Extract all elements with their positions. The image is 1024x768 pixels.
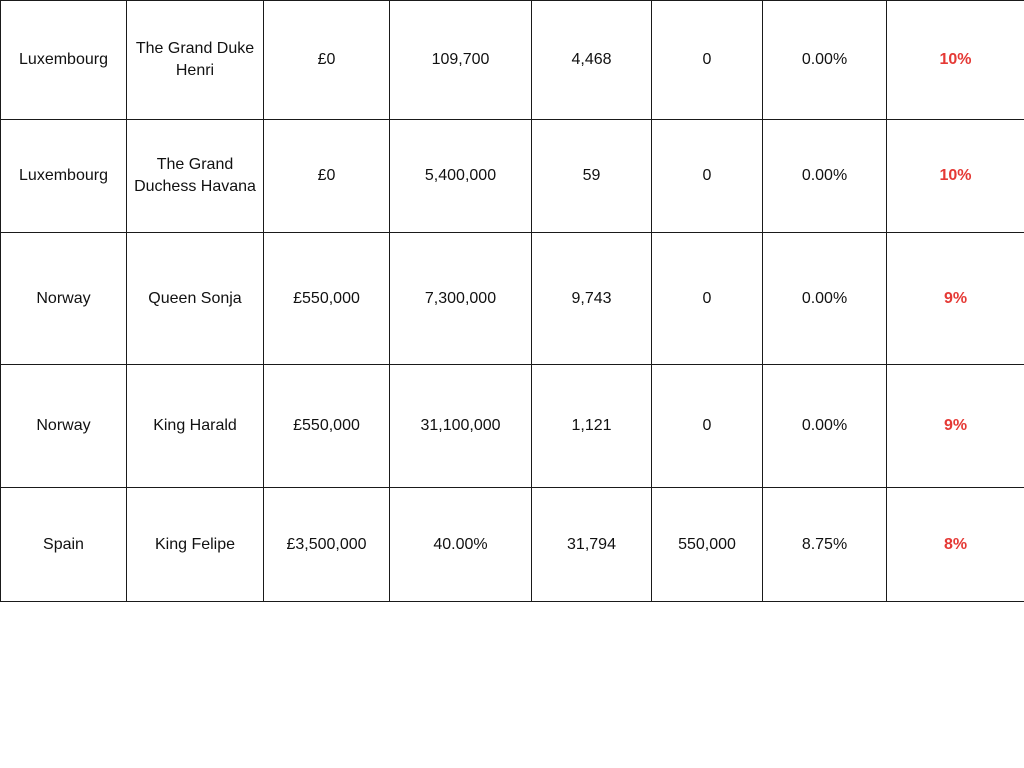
value-cell: 550,000: [652, 488, 763, 602]
highlight-percent-cell: 8%: [887, 488, 1024, 602]
value-cell: 31,794: [532, 488, 652, 602]
value-cell: 0: [652, 120, 763, 233]
highlight-percent-cell: 10%: [887, 120, 1024, 233]
amount-cell: £3,500,000: [264, 488, 390, 602]
name-cell: Queen Sonja: [127, 233, 264, 365]
value-cell: 40.00%: [390, 488, 532, 602]
percent-cell: 0.00%: [763, 1, 887, 120]
amount-cell: £550,000: [264, 365, 390, 488]
table-row: [1, 365, 1024, 488]
table-row: [1, 233, 1024, 365]
highlight-percent-cell: 9%: [887, 233, 1024, 365]
name-cell: King Harald: [127, 365, 264, 488]
value-cell: 0: [652, 233, 763, 365]
country-cell: Luxembourg: [1, 1, 127, 120]
name-cell: King Felipe: [127, 488, 264, 602]
table-row: [1, 488, 1024, 602]
value-cell: 31,100,000: [390, 365, 532, 488]
table-row: [1, 1, 1024, 120]
value-cell: 109,700: [390, 1, 532, 120]
percent-cell: 0.00%: [763, 233, 887, 365]
highlight-percent-cell: 10%: [887, 1, 1024, 120]
amount-cell: £550,000: [264, 233, 390, 365]
amount-cell: £0: [264, 1, 390, 120]
highlight-percent-cell: 9%: [887, 365, 1024, 488]
value-cell: 0: [652, 1, 763, 120]
country-cell: Norway: [1, 233, 127, 365]
value-cell: 1,121: [532, 365, 652, 488]
name-cell: The Grand Duke Henri: [127, 1, 264, 120]
country-cell: Luxembourg: [1, 120, 127, 233]
table-row: [1, 120, 1024, 233]
percent-cell: 8.75%: [763, 488, 887, 602]
percent-cell: 0.00%: [763, 365, 887, 488]
value-cell: 0: [652, 365, 763, 488]
value-cell: 5,400,000: [390, 120, 532, 233]
value-cell: 7,300,000: [390, 233, 532, 365]
country-cell: Norway: [1, 365, 127, 488]
name-cell: The Grand Duchess Havana: [127, 120, 264, 233]
amount-cell: £0: [264, 120, 390, 233]
country-cell: Spain: [1, 488, 127, 602]
value-cell: 9,743: [532, 233, 652, 365]
value-cell: 59: [532, 120, 652, 233]
percent-cell: 0.00%: [763, 120, 887, 233]
value-cell: 4,468: [532, 1, 652, 120]
